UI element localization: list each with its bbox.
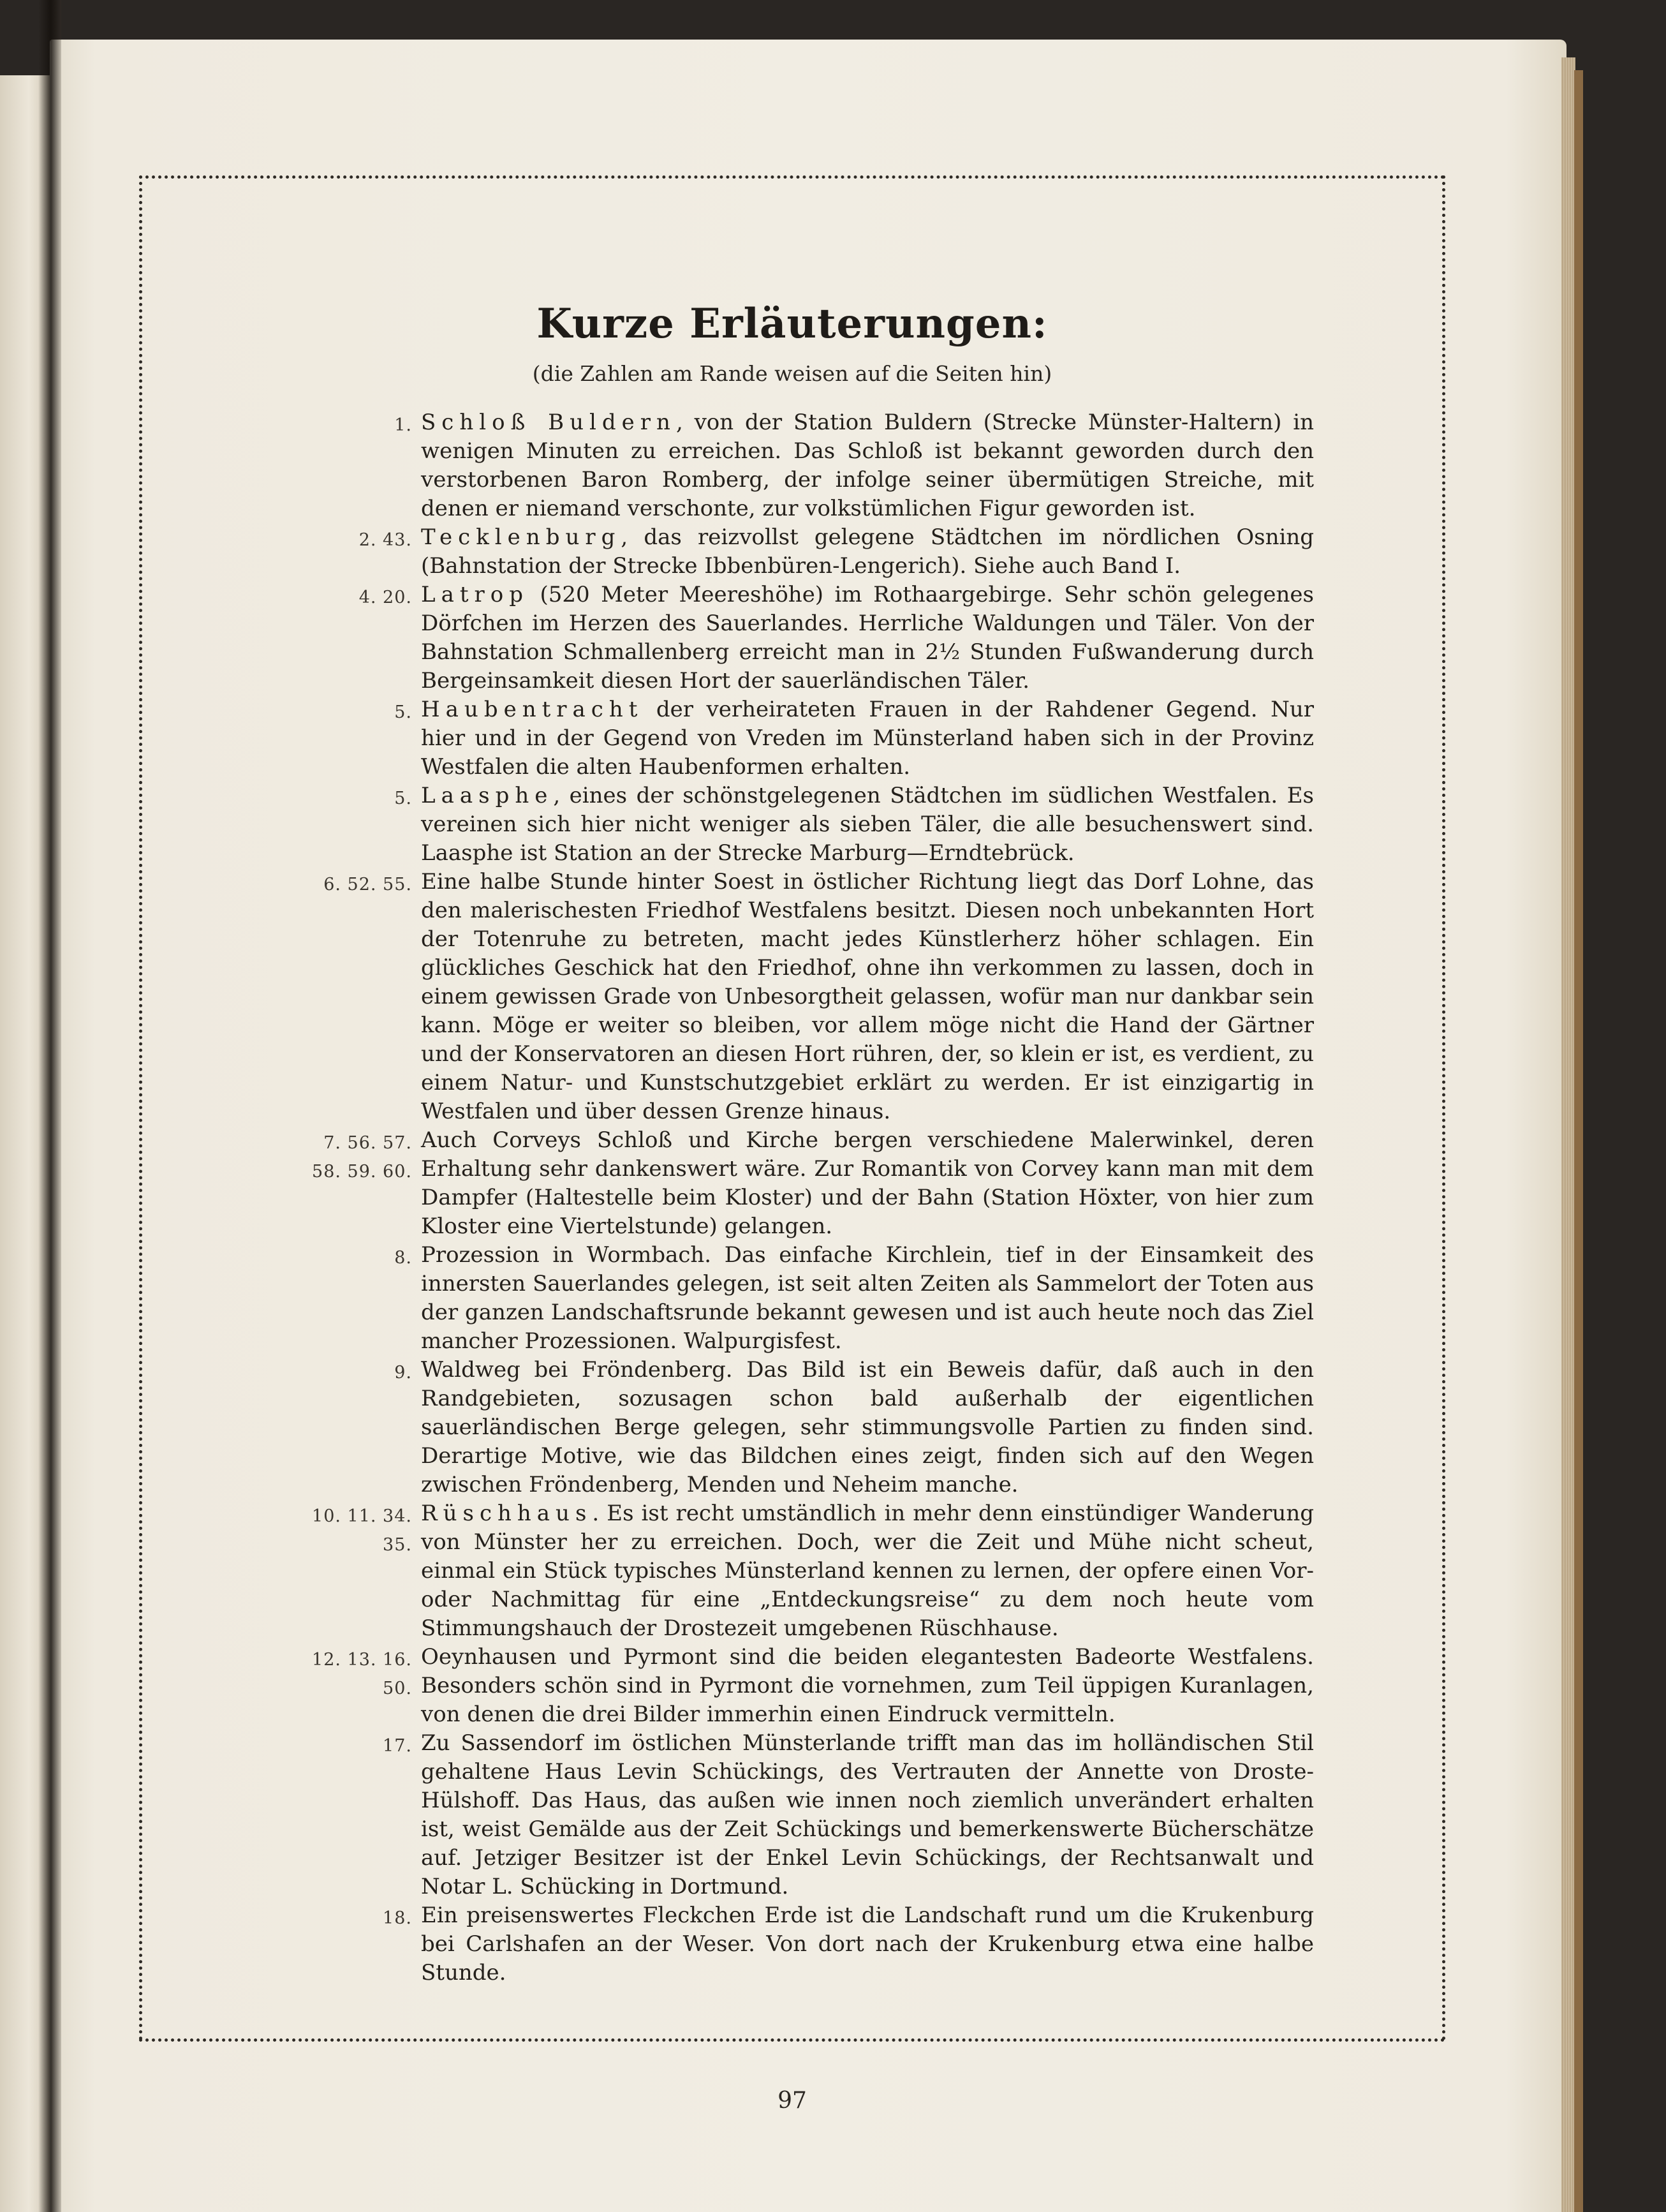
entry-spaced-term: Haubentracht <box>421 697 644 722</box>
entry-page-refs: 2. 43. <box>358 530 412 550</box>
cover-edge <box>1574 70 1583 2212</box>
entry-wormbach <box>394 1241 1314 1356</box>
book-gutter <box>38 0 61 2212</box>
entry-text: , von der Station Buldern (Strecke Münster-Haltern) in wenigen Minuten zu erreichen. Das Schloß ist bekannt geworden durch den verstorbenen Baron Romberg, der infolge seiner übermütigen Streiche, mit denen er niemand verschonte, zur volkstümlichen Figur geworden ist. <box>421 410 1315 521</box>
entry-spaced-term: Rüschhaus <box>421 1501 593 1526</box>
page-title: Kurze Erläuterungen: <box>536 300 1048 348</box>
entry-text: , das reizvollst gelegene Städtchen im nördlichen Osning (Bahnstation der Strecke Ibbenbüren-Lengerich). Siehe auch Band I. <box>421 524 1314 579</box>
entry-text: , eines der schönstgelegenen Städtchen im südlichen Westfalen. Es vereinen sich hier nicht weniger als sieben Täler, die alle besuchenswert sind. Laasphe ist Station an der Strecke Marburg—Erndtebrück. <box>421 783 1314 866</box>
entry-page-refs: 4. 20. <box>358 588 412 607</box>
entry-text: Prozession in Wormbach. Das einfache Kirchlein, tief in der Einsamkeit des innersten Sauerlandes gelegen, ist seit alten Zeiten als Sammelort der Toten aus der ganzen Landschaftsrunde bekannt gewesen und ist auch heute noch das Ziel mancher Prozessionen. Walpurgisfest. <box>421 1242 1314 1354</box>
entry-page-refs-continued: 58. 59. 60. <box>312 1162 412 1182</box>
entry-page-refs: 18. <box>383 1908 412 1928</box>
page-subtitle: (die Zahlen am Rande weisen auf die Seiten hin) <box>532 361 1052 386</box>
entry-page-refs: 1. <box>394 415 412 435</box>
entry-krukenburg <box>383 1901 1314 1987</box>
entry-corvey <box>312 1126 1314 1241</box>
entry-page-refs: 12. 13. 16. <box>312 1650 412 1670</box>
entry-latrop <box>358 581 1314 695</box>
entry-page-refs: 6. 52. 55. <box>323 875 412 894</box>
entry-spaced-term: Latrop <box>421 582 529 607</box>
entry-page-refs: 5. <box>394 702 412 722</box>
entry-laasphe <box>394 782 1314 868</box>
entry-text: Oeynhausen und Pyrmont sind die beiden elegantesten Badeorte Westfalens. Besonders schön sind in Pyrmont die vornehmen, zum Teil üppigen Kuranlagen, von denen die drei Bilder immerhin einen Eindruck vermitteln. <box>421 1644 1314 1727</box>
entry-text: Eine halbe Stunde hinter Soest in östlicher Richtung liegt das Dorf Lohne, das den malerischesten Friedhof Westfalens besitzt. Diesen noch unbekannten Hort der Totenruhe zu betreten, macht jedes Künstlerherz höher schlagen. Ein glückliches Geschick hat den Friedhof, ohne ihn verkommen zu lassen, doch in einem gewissen Grade von Unbesorgtheit gelassen, wofür man nur dankbar sein kann. Möge er weiter so bleiben, vor allem möge nicht die Hand der Gärtner und der Konservatoren an diesen Hort rühren, der, so klein er ist, es verdient, zu einem Natur- und Kunstschutzgebiet erklärt zu werden. Er ist einzigartig in Westfalen und über dessen Grenze hinaus. <box>421 869 1314 1124</box>
entry-page-refs-continued: 50. <box>383 1679 412 1698</box>
entry-oeynhausen-pyrmont <box>312 1643 1314 1729</box>
entry-text: Waldweg bei Fröndenberg. Das Bild ist ein Beweis dafür, daß auch in den Randgebieten, sozusagen schon bald außerhalb der eigentlichen sauerländischen Berge gelegen, sehr stimmungsvolle Partien zu finden sind. Derartige Motive, wie das Bildchen eines zeigt, finden sich auf den Wegen zwischen Fröndenberg, Menden und Neheim manche. <box>421 1357 1314 1497</box>
entry-schloss-buldern <box>394 408 1315 523</box>
entries-list <box>312 408 1315 1987</box>
entry-haubentracht <box>394 695 1314 782</box>
entry-text: . Es ist recht umständlich in mehr denn einstündiger Wanderung von Münster her zu erreichen. Doch, wer die Zeit und Mühe nicht scheut, einmal ein Stück typisches Münsterland kennen zu lernen, der opfere einen Vor- oder Nachmittag für eine „Entdeckungsreise“ zu dem noch heute vom Stimmungshauch der Drostezeit umgebenen Rüschhause. <box>421 1501 1314 1641</box>
entry-spaced-term: Laasphe <box>421 783 554 808</box>
page-number: 97 <box>778 2088 807 2114</box>
entry-sassendorf <box>383 1729 1314 1901</box>
entry-text: Zu Sassendorf im östlichen Münsterlande trifft man das im holländischen Stil gehaltene Haus Levin Schückings, des Vertrauten der Annette von Droste-Hülshoff. Das Haus, das außen wie innen noch ziemlich unverändert erhalten ist, weist Gemälde aus der Zeit Schückings und bemerkenswerte Bücherschätze auf. Jetziger Besitzer ist der Enkel Levin Schückings, der Rechtsanwalt und Notar L. Schücking in Dortmund. <box>421 1730 1314 1899</box>
entry-text: Ein preisenswertes Fleckchen Erde ist die Landschaft rund um die Krukenburg bei Carlshafen an der Weser. Von dort nach der Krukenburg etwa eine halbe Stunde. <box>421 1903 1314 1986</box>
entry-spaced-term: Tecklenburg <box>421 524 621 550</box>
entry-spaced-term: Schloß Buldern <box>421 410 676 435</box>
entry-text: Auch Corveys Schloß und Kirche bergen verschiedene Malerwinkel, deren Erhaltung sehr dankenswert wäre. Zur Romantik von Corvey kann man mit dem Dampfer (Haltestelle beim Kloster) und der Bahn (Station Höxter, von hier zum Kloster eine Viertelstunde) gelangen. <box>421 1127 1314 1239</box>
entry-rueschhaus <box>312 1499 1314 1643</box>
page-edges <box>1561 57 1575 2212</box>
entry-page-refs: 9. <box>394 1363 412 1383</box>
entry-lohne-friedhof <box>323 868 1314 1126</box>
entry-page-refs: 8. <box>394 1248 412 1268</box>
entry-froendenberg <box>394 1356 1314 1499</box>
entry-page-refs: 17. <box>383 1736 412 1756</box>
entry-page-refs: 7. 56. 57. <box>323 1133 412 1153</box>
entry-text: (520 Meter Meereshöhe) im Rothaargebirge. Sehr schön gelegenes Dörfchen im Herzen des Sauerlandes. Herrliche Waldungen und Täler. Von der Bahnstation Schmallenberg erreicht man in 2½ Stunden Fußwanderung durch Bergeinsamkeit diesen Hort der sauerländischen Täler. <box>421 582 1314 694</box>
entry-page-refs: 10. 11. 34. <box>312 1506 412 1526</box>
entry-page-refs-continued: 35. <box>383 1535 412 1555</box>
entry-page-refs: 5. <box>394 789 412 808</box>
entry-tecklenburg <box>358 523 1314 581</box>
entry-text: der verheirateten Frauen in der Rahdener Gegend. Nur hier und in der Gegend von Vreden im Münsterland haben sich in der Provinz Westfalen die alten Haubenformen erhalten. <box>421 697 1314 780</box>
